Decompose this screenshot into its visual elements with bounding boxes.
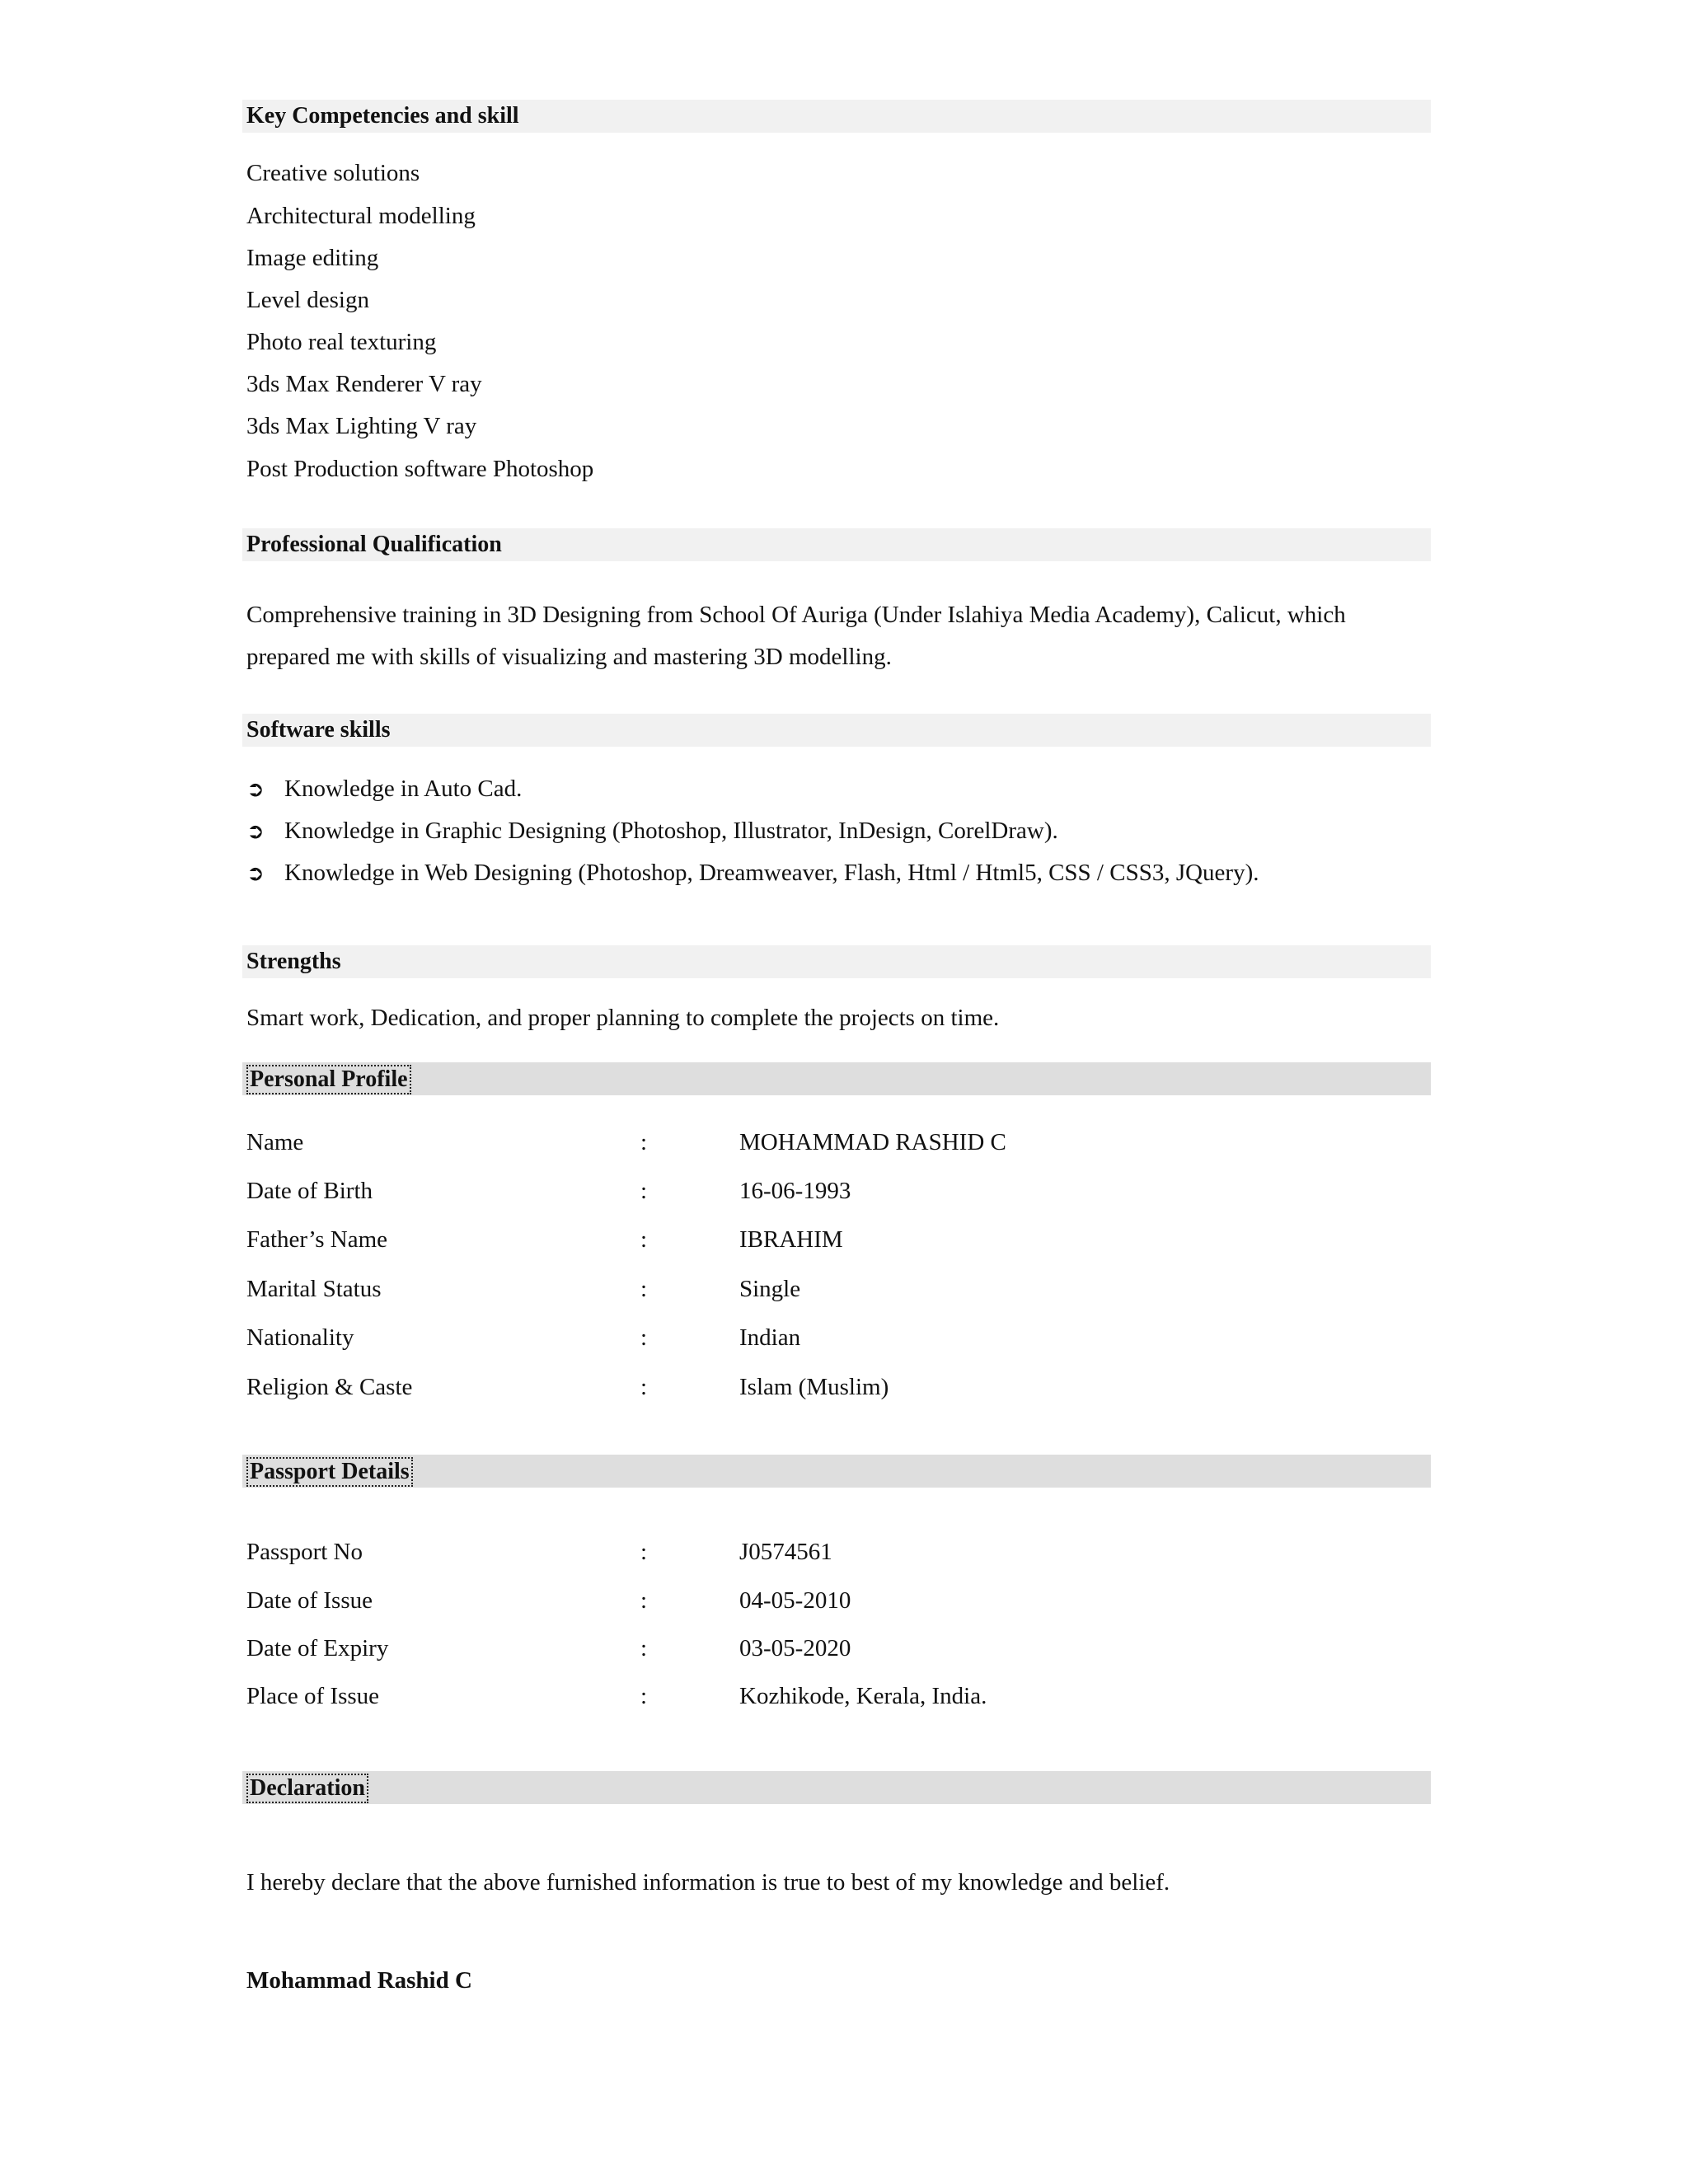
- software-skill-item: [246, 859, 1259, 888]
- arrow-right-icon: ➲: [246, 777, 265, 802]
- section-title: Professional Qualification: [246, 532, 502, 557]
- field-label: Date of Expiry: [246, 1635, 389, 1661]
- software-skill-item: [246, 775, 522, 804]
- field-label: Date of Issue: [246, 1587, 373, 1614]
- field-separator: :: [640, 1374, 648, 1400]
- field-value: J0574561: [739, 1539, 832, 1565]
- field-value: Indian: [739, 1324, 801, 1351]
- section-header-strengths: [242, 945, 1431, 978]
- competency-item: Level design: [246, 287, 369, 313]
- section-title: Software skills: [246, 717, 391, 743]
- field-value: 16-06-1993: [739, 1178, 851, 1204]
- section-header-declaration: [242, 1771, 1431, 1804]
- field-value: 03-05-2020: [739, 1635, 851, 1661]
- section-title: Strengths: [246, 949, 341, 974]
- field-label: Passport No: [246, 1539, 363, 1565]
- field-label: Place of Issue: [246, 1683, 380, 1709]
- field-value: 04-05-2010: [739, 1587, 851, 1614]
- arrow-right-icon: ➲: [246, 861, 265, 886]
- declaration-text: I hereby declare that the above furnished information is true to best of my knowledge and belief.: [246, 1869, 1170, 1896]
- signature-name: Mohammad Rashid C: [246, 1967, 472, 1994]
- field-value: IBRAHIM: [739, 1226, 843, 1253]
- section-header-software-skills: [242, 714, 1431, 747]
- field-separator: :: [640, 1587, 648, 1614]
- competency-item: 3ds Max Lighting V ray: [246, 413, 477, 439]
- section-header-personal-profile: [242, 1062, 1431, 1095]
- software-skill-text: Knowledge in Auto Cad.: [284, 776, 523, 802]
- software-skill-text: Knowledge in Graphic Designing (Photoshop, Illustrator, InDesign, CorelDraw).: [284, 818, 1058, 844]
- section-title: Passport Details: [246, 1457, 413, 1487]
- field-label: Religion & Caste: [246, 1374, 413, 1400]
- section-title: Personal Profile: [246, 1065, 411, 1094]
- section-header-key-competencies: [242, 100, 1431, 133]
- strengths-text: Smart work, Dedication, and proper planning to complete the projects on time.: [246, 1005, 1000, 1031]
- competency-item: Architectural modelling: [246, 203, 476, 229]
- field-value: MOHAMMAD RASHID C: [739, 1129, 1006, 1155]
- field-separator: :: [640, 1226, 648, 1253]
- competency-item: Post Production software Photoshop: [246, 456, 594, 482]
- field-label: Father’s Name: [246, 1226, 387, 1253]
- field-label: Nationality: [246, 1324, 354, 1351]
- competency-item: Image editing: [246, 245, 379, 271]
- qualification-line: Comprehensive training in 3D Designing from School Of Auriga (Under Islahiya Media Academy), Calicut, which: [246, 602, 1346, 628]
- software-skill-text: Knowledge in Web Designing (Photoshop, Dreamweaver, Flash, Html / Html5, CSS / CSS3, JQuery).: [284, 860, 1259, 886]
- field-separator: :: [640, 1539, 648, 1565]
- competency-item: 3ds Max Renderer V ray: [246, 371, 482, 397]
- qualification-line: prepared me with skills of visualizing and mastering 3D modelling.: [246, 644, 892, 670]
- field-separator: :: [640, 1178, 648, 1204]
- section-title: Key Competencies and skill: [246, 103, 519, 129]
- field-label: Marital Status: [246, 1276, 382, 1302]
- competency-item: Photo real texturing: [246, 329, 437, 355]
- field-separator: :: [640, 1324, 648, 1351]
- field-label: Date of Birth: [246, 1178, 373, 1204]
- field-separator: :: [640, 1635, 648, 1661]
- section-title: Declaration: [246, 1774, 368, 1803]
- field-label: Name: [246, 1129, 304, 1155]
- field-separator: :: [640, 1129, 648, 1155]
- software-skill-item: [246, 817, 1058, 846]
- field-value: Islam (Muslim): [739, 1374, 889, 1400]
- section-header-passport-details: [242, 1455, 1431, 1488]
- field-value: Single: [739, 1276, 801, 1302]
- field-value: Kozhikode, Kerala, India.: [739, 1683, 987, 1709]
- arrow-right-icon: ➲: [246, 819, 265, 844]
- field-separator: :: [640, 1683, 648, 1709]
- competency-item: Creative solutions: [246, 160, 420, 186]
- field-separator: :: [640, 1276, 648, 1302]
- section-header-professional-qualification: [242, 528, 1431, 561]
